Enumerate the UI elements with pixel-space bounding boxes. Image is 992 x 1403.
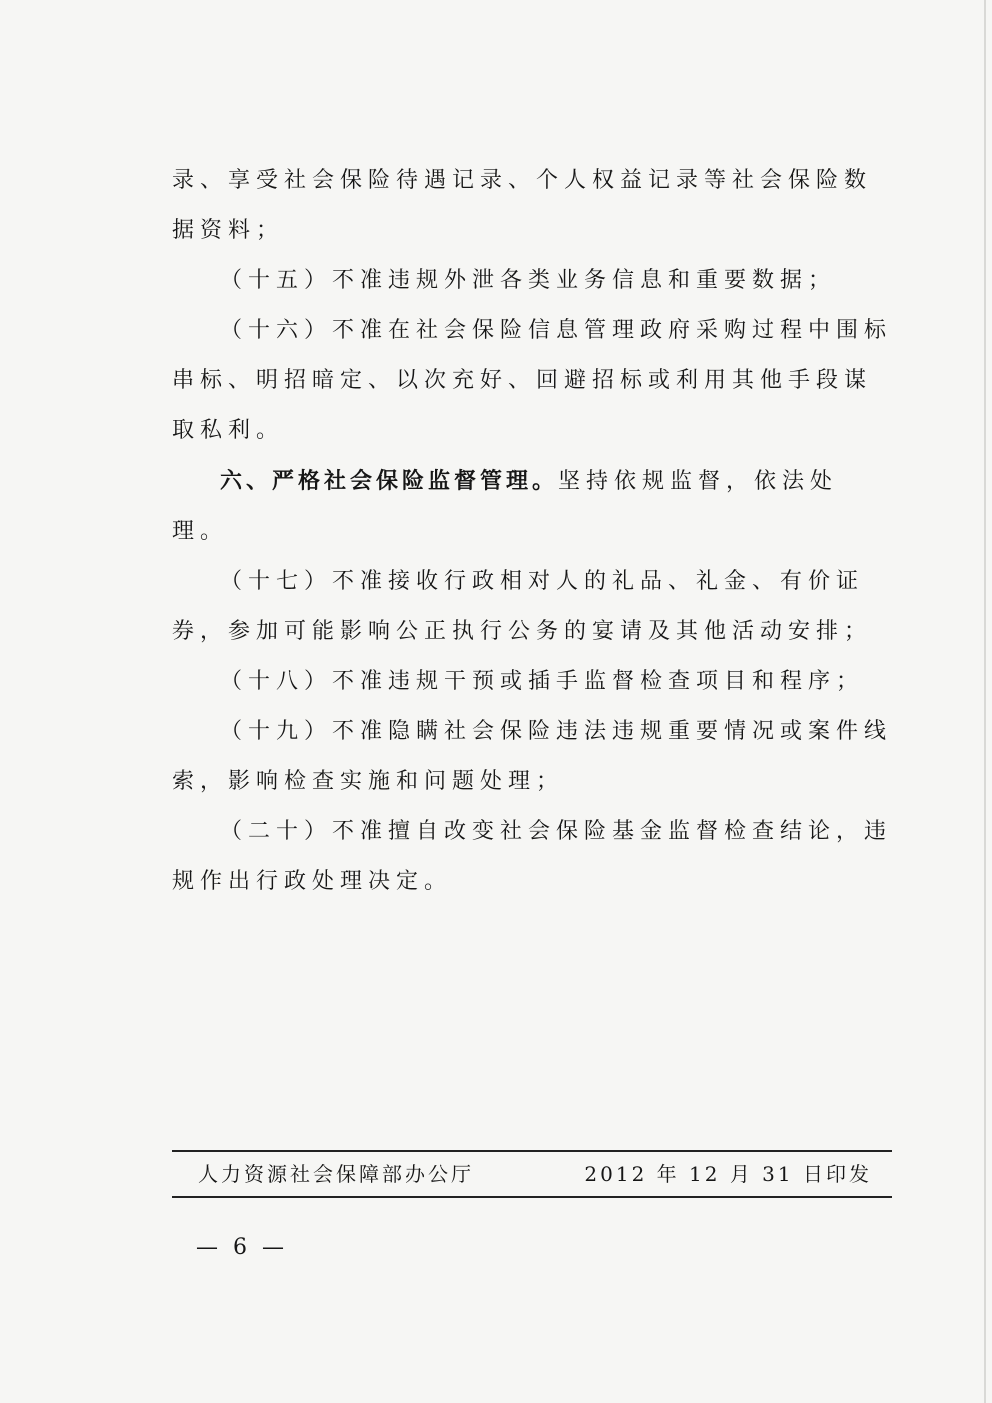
section-six-heading: 六、严格社会保险监督管理。 [220, 468, 559, 494]
section-six [172, 456, 892, 557]
paragraph-item-15: （十五）不准违规外泄各类业务信息和重要数据； [220, 268, 837, 293]
paragraph-item-20: （二十）不准擅自改变社会保险基金监督检查结论，违规作出行政处理决定。 [172, 819, 893, 894]
paragraph-item-19: （十九）不准隐瞒社会保险违法违规重要情况或案件线索，影响检查实施和问题处理； [172, 719, 893, 794]
footer-divider-top [172, 1150, 892, 1152]
footer-divider-bottom [172, 1196, 892, 1198]
document-body [172, 156, 892, 907]
section-six-text: 坚持依规监督，依法处理。 [172, 469, 839, 544]
page-number: — 6 — [196, 1235, 288, 1260]
footer-issue-date: 2012 年 12 月 31 日印发 [584, 1162, 872, 1186]
paragraph-item-18: （十八）不准违规干预或插手监督检查项目和程序； [220, 669, 865, 694]
paragraph-item-16: （十六）不准在社会保险信息管理政府采购过程中围标串标、明招暗定、以次充好、回避招标或利用其他手段谋取私利。 [172, 318, 893, 443]
footer-issuer: 人力资源社会保障部办公厅 [198, 1162, 474, 1186]
paragraph-item-17: （十七）不准接收行政相对人的礼品、礼金、有价证券，参加可能影响公正执行公务的宴请及其他活动安排； [172, 569, 873, 644]
paragraph-continuation: 录、享受社会保险待遇记录、个人权益记录等社会保险数据资料； [172, 168, 873, 243]
